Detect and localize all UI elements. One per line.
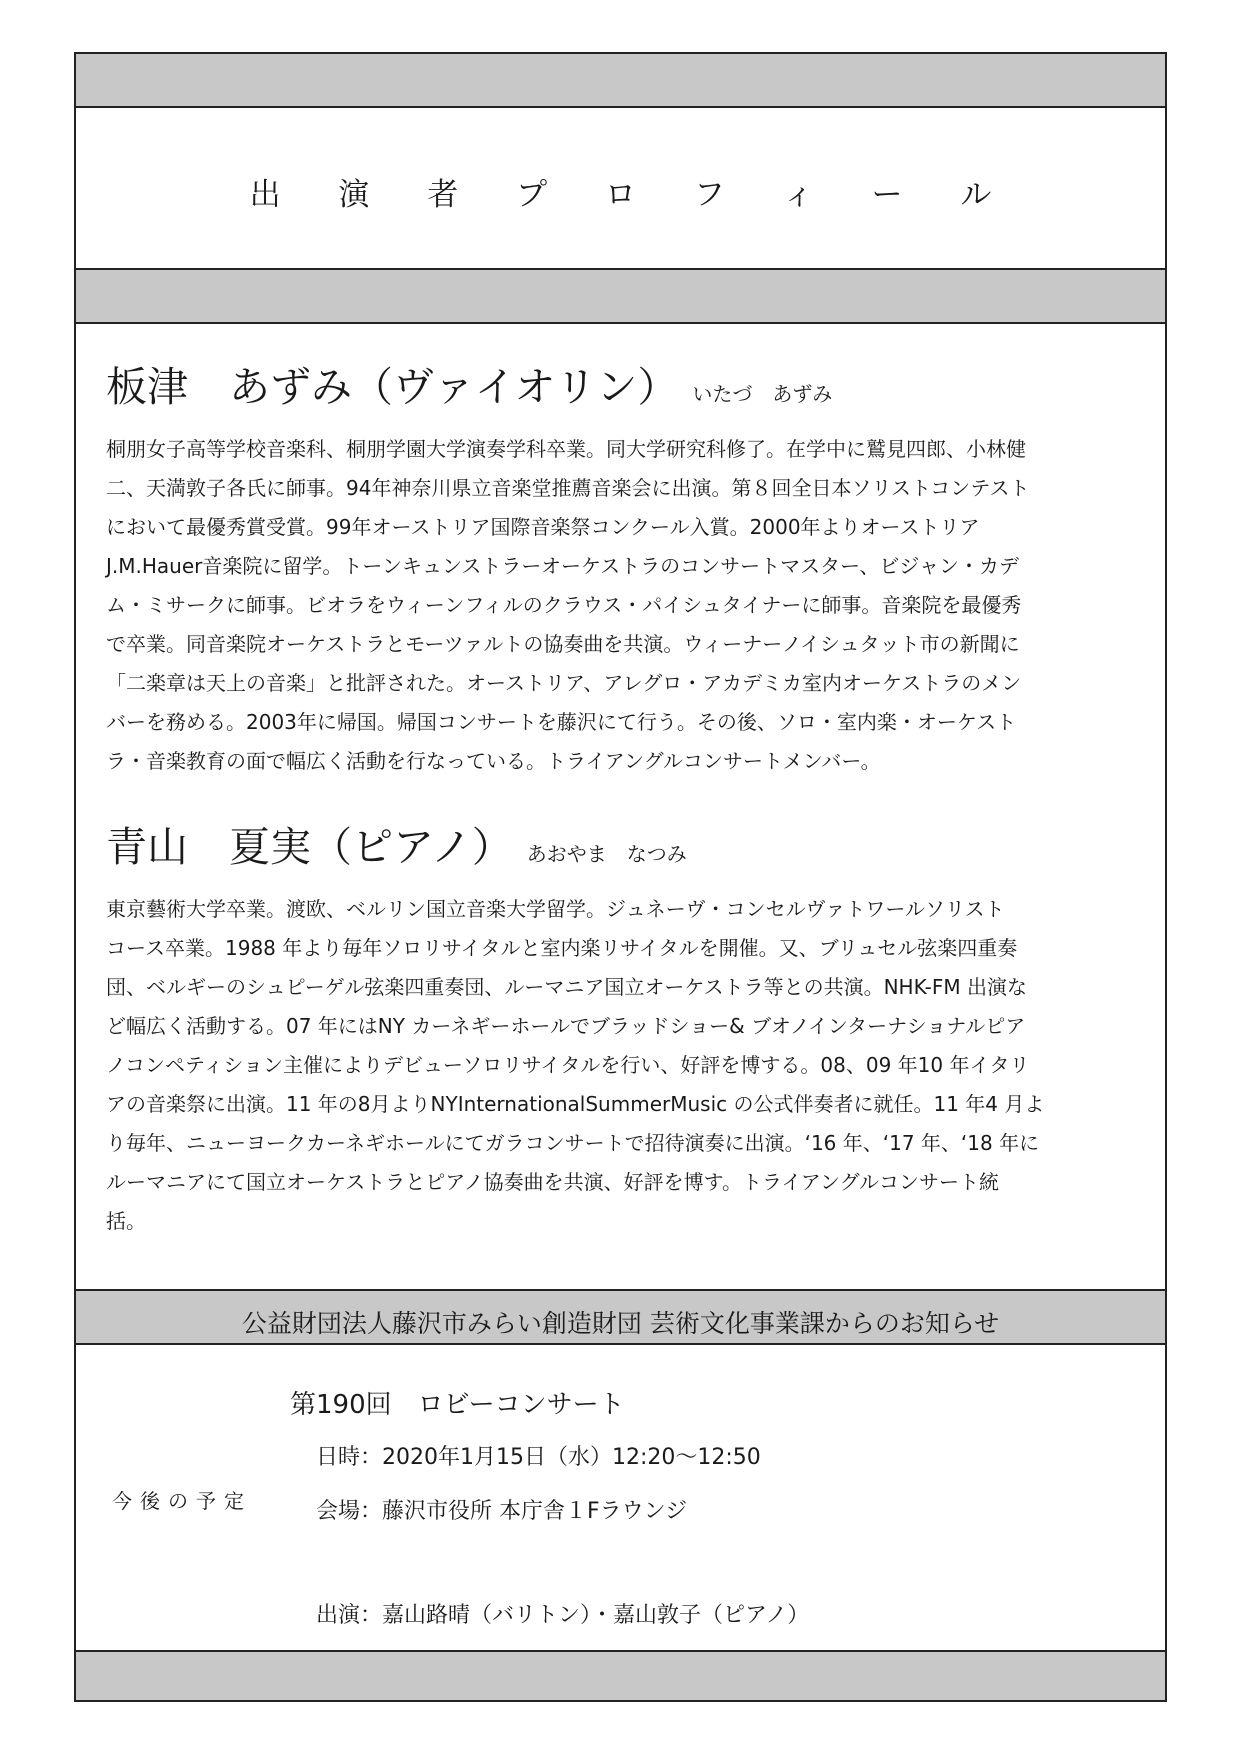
concert-datetime: 日時：2020年1月15日（水）12:20〜12:50 — [316, 1445, 761, 1470]
bio-line: 桐朋女子高等学校音楽科、桐朋学園大学演奏学科卒業。同大学研究科修了。在学中に鷲見四郎、小林健 — [106, 437, 1026, 461]
bio-line: J.M.Hauer音楽院に留学。トーンキュンストラーオーケストラのコンサートマスター、ビジャン・カデ — [106, 554, 1019, 578]
bio-line: で卒業。同音楽院オーケストラとモーツァルトの協奏曲を共演。ウィーナーノイシュタット市の新聞に — [106, 632, 1020, 656]
performer-name-main: 板津 あずみ（ヴァイオリン） — [106, 363, 679, 411]
program-frame — [74, 52, 1167, 1702]
concert-venue: 会場：藤沢市役所 本庁舎１Fラウンジ — [316, 1499, 688, 1524]
performer-name — [106, 354, 832, 413]
performer-reading: あおやま なつみ — [526, 842, 687, 866]
performer-bio — [106, 430, 1146, 781]
performer-name-main: 青山 夏実（ピアノ） — [106, 823, 513, 871]
bio-line: コース卒業。1988 年より毎年ソロリサイタルと室内楽リサイタルを開催。又、ブリュセル弦楽四重奏 — [106, 936, 1018, 960]
bio-line: ム・ミサークに師事。ビオラをウィーンフィルのクラウス・パイシュタイナーに師事。音楽院を最優秀 — [106, 593, 1022, 617]
bio-line: アの音楽祭に出演。11 年の8月よりNYInternationalSummerMusic の公式伴奏者に就任。11 年4 月よ — [106, 1092, 1045, 1116]
performer-name — [106, 814, 687, 873]
notice-heading: 公益財団法人藤沢市みらい創造財団 芸術文化事業課からのお知らせ — [241, 1309, 1000, 1338]
page-title: 出 演 者 プ ロ フ ィ ー ル — [249, 177, 1016, 213]
divider — [76, 322, 1165, 324]
performer-reading: いたづ あずみ — [692, 382, 833, 406]
top-band — [76, 54, 1165, 106]
bio-line: り毎年、ニューヨークカーネギホールにてガラコンサートで招待演奏に出演。‘16 年、‘17 年、‘18 年に — [106, 1131, 1040, 1155]
section-band — [76, 270, 1165, 322]
divider — [76, 106, 1165, 108]
bio-line: ノコンペティション主催によりデビューソロリサイタルを行い、好評を博する。08、09 年10 年イタリ — [106, 1053, 1030, 1077]
bio-line: ルーマニアにて国立オーケストラとピアノ協奏曲を共演、好評を博す。トライアングルコンサート統 — [106, 1170, 999, 1194]
bio-line: 団、ベルギーのシュピーゲル弦楽四重奏団、ルーマニア国立オーケストラ等との共演。NHK-FM 出演な — [106, 975, 1027, 999]
bottom-band — [76, 1652, 1165, 1700]
schedule-label: 今後の予定 — [112, 1489, 252, 1513]
bio-line: 二、天満敦子各氏に師事。94年神奈川県立音楽堂推薦音楽会に出演。第８回全日本ソリストコンテスト — [106, 476, 1030, 500]
bio-line: 「二楽章は天上の音楽」と批評された。オーストリア、アレグロ・アカデミカ室内オーケストラのメン — [106, 671, 1022, 695]
concert-performers: 出演：嘉山路晴（バリトン）・嘉山敦子（ピアノ） — [316, 1603, 810, 1628]
bio-line: 東京藝術大学卒業。渡欧、ベルリン国立音楽大学留学。ジュネーヴ・コンセルヴァトワールソリスト — [106, 897, 1005, 921]
bio-line: ラ・音楽教育の面で幅広く活動を行なっている。トライアングルコンサートメンバー。 — [106, 749, 881, 773]
divider — [76, 1343, 1165, 1345]
performer-bio — [106, 890, 1146, 1241]
bio-line: バーを務める。2003年に帰国。帰国コンサートを藤沢にて行う。その後、ソロ・室内楽・オーケスト — [106, 710, 1017, 734]
bio-line: ど幅広く活動する。07 年にはNY カーネギーホールでブラッドショー& ブオノインターナショナルピア — [106, 1014, 1026, 1038]
bio-line: において最優秀賞受賞。99年オーストリア国際音楽祭コンクール入賞。2000年よりオーストリア — [106, 515, 980, 539]
concert-title: 第190回 ロビーコンサート — [290, 1390, 625, 1420]
bio-line: 括。 — [106, 1209, 146, 1233]
